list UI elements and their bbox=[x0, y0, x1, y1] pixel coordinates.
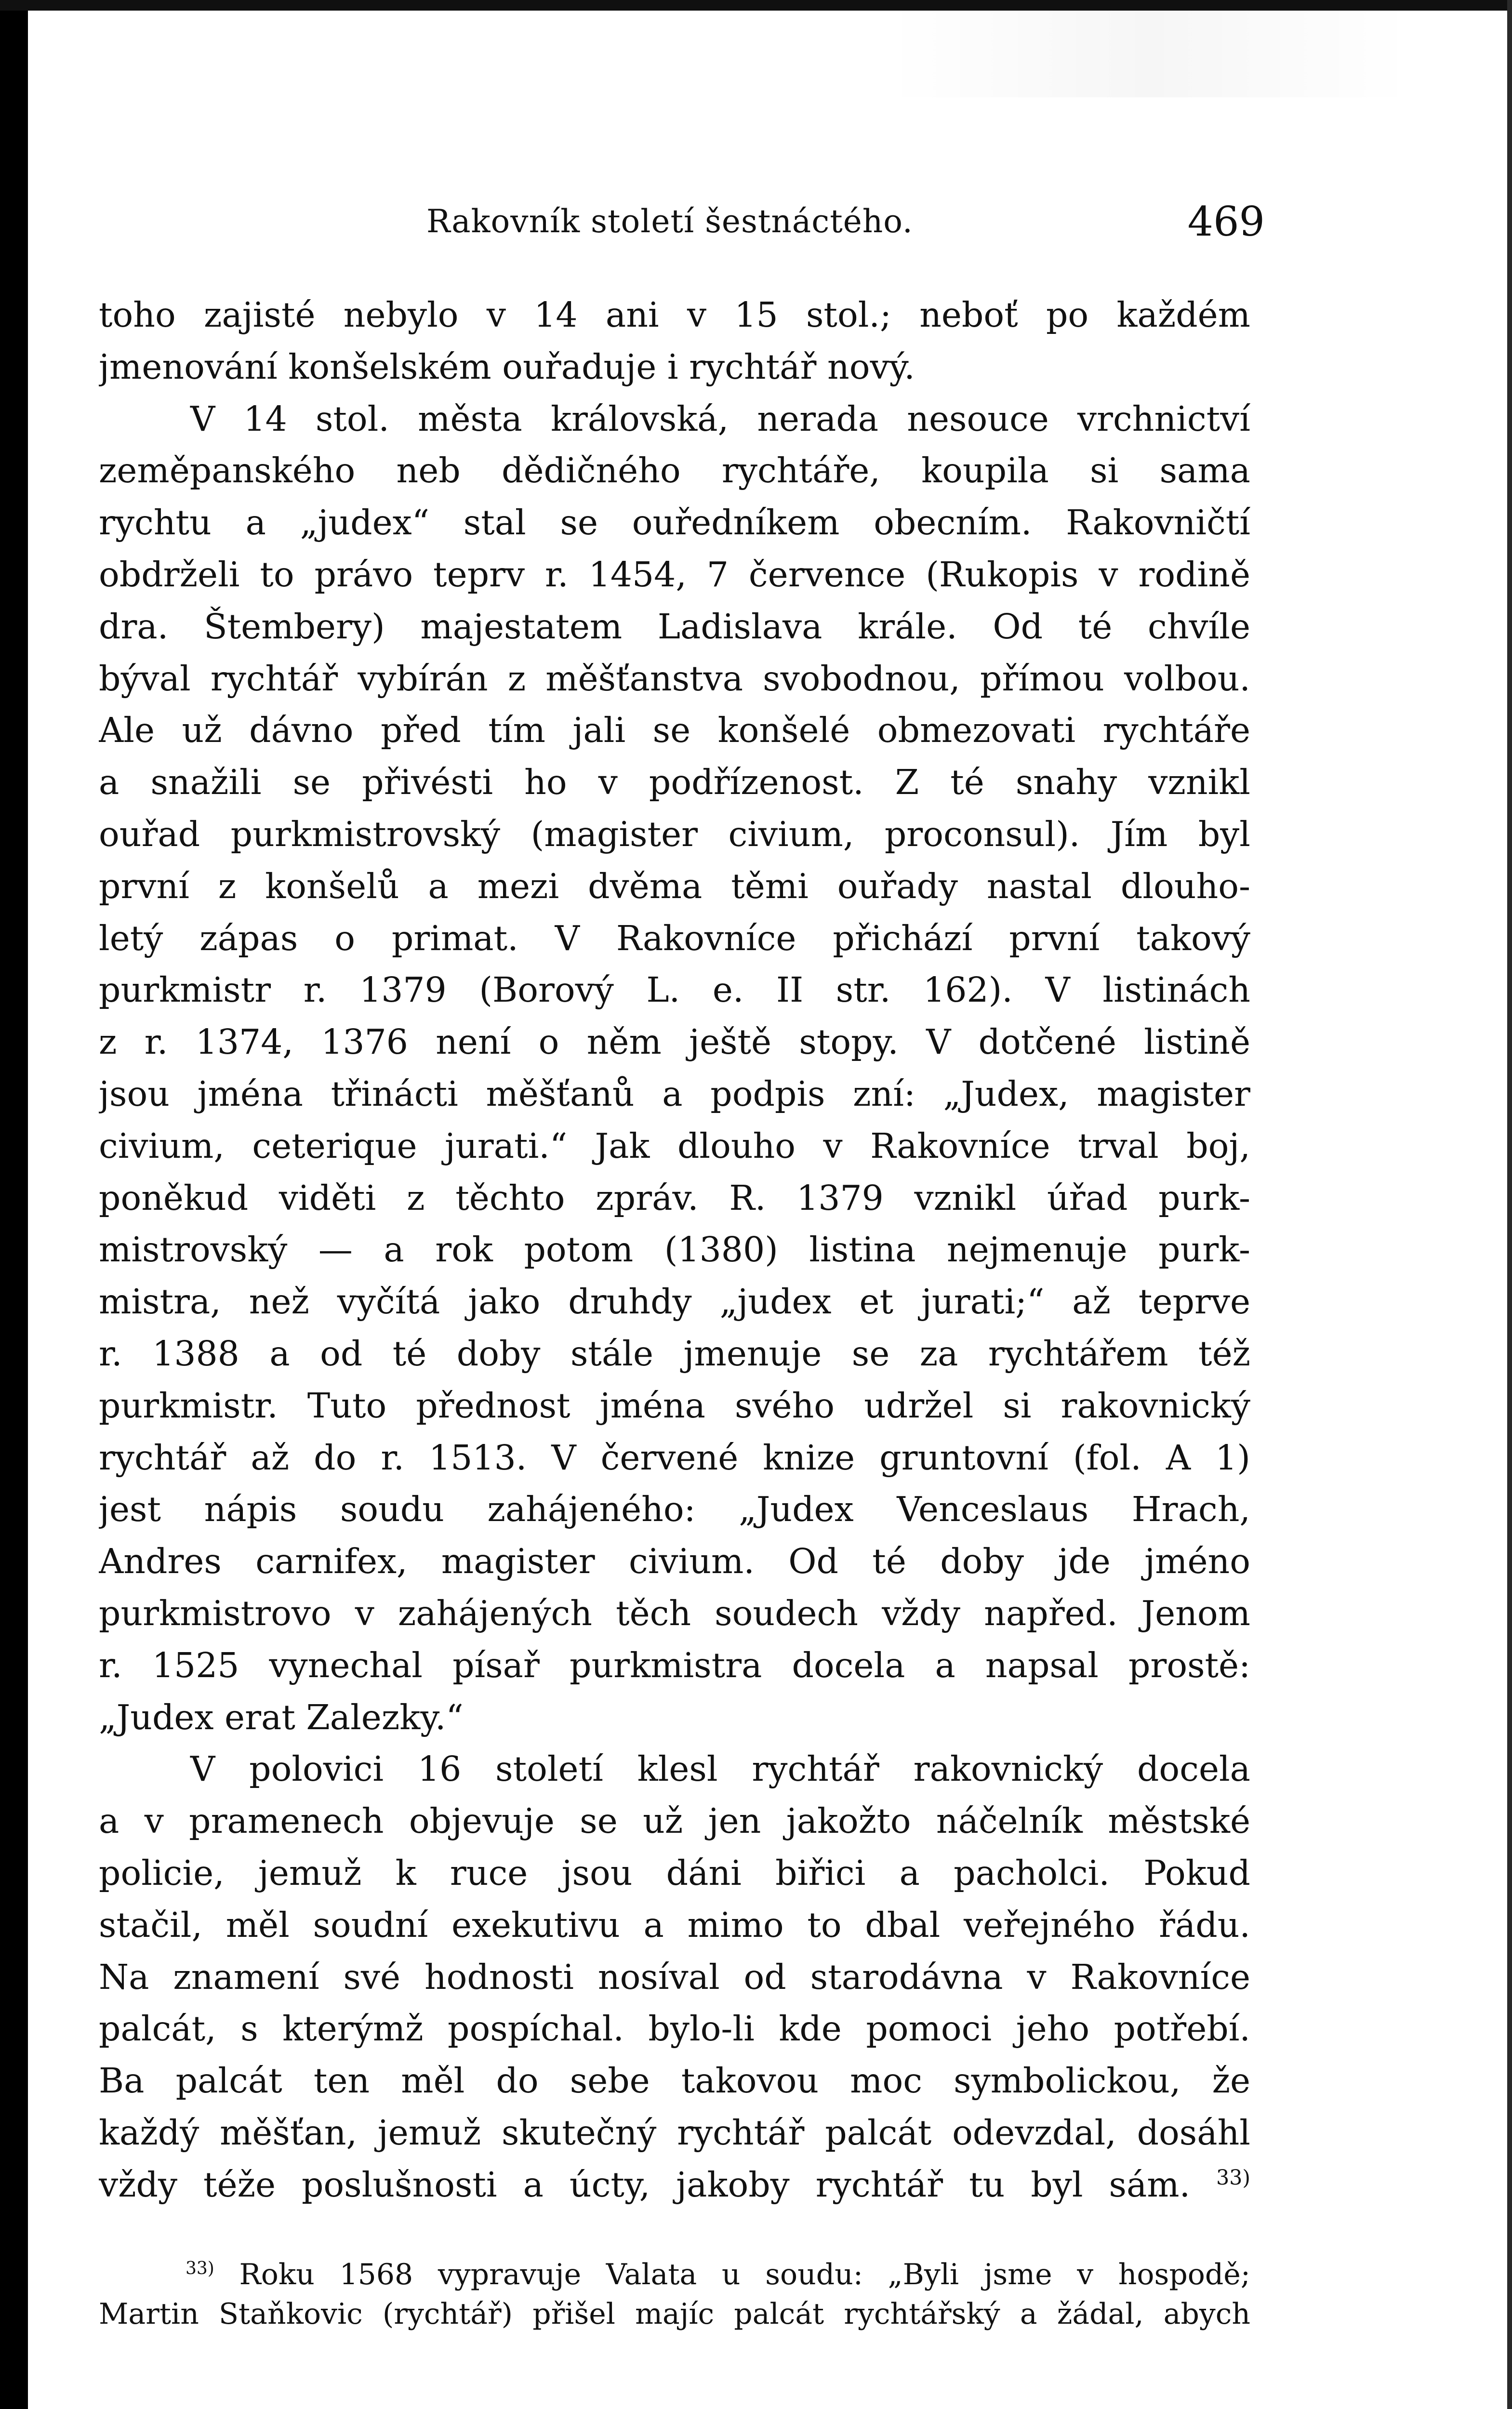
left-scan-border bbox=[0, 0, 28, 2409]
body-line: obdrželi to právo teprv r. 1454, 7 července (Rukopis v rodině bbox=[99, 554, 1250, 595]
body-line: Ale už dávno před tím jali se konšelé obmezovati rychtáře bbox=[99, 710, 1250, 751]
scan-shadow bbox=[887, 11, 1412, 97]
body-line: býval rychtář vybírán z měšťanstva svobodnou, přímou volbou. bbox=[99, 658, 1250, 699]
body-line: purkmistrovo v zahájených těch soudech vždy napřed. Jenom bbox=[99, 1593, 1250, 1633]
right-scan-border bbox=[1507, 0, 1512, 2409]
body-line: „Judex erat Zalezky.“ bbox=[99, 1697, 464, 1737]
main-body-text bbox=[99, 289, 1250, 2210]
body-line: zeměpanského neb dědičného rychtáře, koupila si sama bbox=[99, 450, 1250, 491]
body-line: mistra, než vyčítá jako druhdy „judex et jurati;“ až teprve bbox=[99, 1282, 1250, 1322]
body-line: Andres carnifex, magister civium. Od té doby jde jméno bbox=[99, 1541, 1250, 1582]
body-line: palcát, s kterýmž pospíchal. bylo-li kde pomoci jeho potřebí. bbox=[99, 2009, 1250, 2049]
body-line-text: vždy téže poslušnosti a úcty, jakoby rychtář tu byl sám. bbox=[99, 2164, 1191, 2205]
body-line: toho zajisté nebylo v 14 ani v 15 stol.; neboť po každém bbox=[99, 295, 1250, 335]
top-scan-border bbox=[0, 0, 1512, 11]
footnote bbox=[99, 2255, 1250, 2334]
body-line: rychtář až do r. 1513. V červené knize gruntovní (fol. A 1) bbox=[99, 1437, 1250, 1478]
running-header bbox=[99, 195, 1265, 248]
body-line: první z konšelů a mezi dvěma těmi ouřady nastal dlouho- bbox=[99, 866, 1250, 906]
body-line: dra. Štembery) majestatem Ladislava krále. Od té chvíle bbox=[99, 606, 1250, 647]
footnote-text: Roku 1568 vypravuje Valata u soudu: „Byli jsme v hospodě; bbox=[239, 2258, 1250, 2291]
body-line: r. 1388 a od té doby stále jmenuje se za rychtářem též bbox=[99, 1333, 1250, 1374]
body-line: policie, jemuž k ruce jsou dáni biřici a pacholci. Pokud bbox=[99, 1853, 1250, 1893]
body-line: letý zápas o primat. V Rakovníce přichází první takový bbox=[99, 918, 1250, 958]
footnote-reference: 33) bbox=[1216, 2166, 1250, 2190]
running-header-title: Rakovník století šestnáctého. bbox=[426, 203, 913, 240]
footnote-line bbox=[99, 2255, 1250, 2294]
body-line: a v pramenech objevuje se už jen jakožto náčelník městské bbox=[99, 1801, 1250, 1841]
body-line: jmenování konšelském ouřaduje i rychtář nový. bbox=[99, 346, 915, 387]
body-line: z r. 1374, 1376 není o něm ještě stopy. V dotčené listině bbox=[99, 1022, 1250, 1062]
page-number: 469 bbox=[1187, 198, 1265, 245]
body-line: Na znamení své hodnosti nosíval od starodávna v Rakovníce bbox=[99, 1957, 1250, 1997]
body-line: mistrovský — a rok potom (1380) listina nejmenuje purk- bbox=[99, 1230, 1250, 1270]
body-line: a snažili se přivésti ho v podřízenost. Z té snahy vznikl bbox=[99, 762, 1250, 803]
body-line: ouřad purkmistrovský (magister civium, proconsul). Jím byl bbox=[99, 814, 1250, 854]
body-line: jest nápis soudu zahájeného: „Judex Venceslaus Hrach, bbox=[99, 1489, 1250, 1530]
body-line: civium, ceterique jurati.“ Jak dlouho v Rakovníce trval boj, bbox=[99, 1125, 1250, 1166]
body-line-with-footnote-ref bbox=[99, 2159, 1250, 2211]
body-line: jsou jména třinácti měšťanů a podpis zní: „Judex, magister bbox=[99, 1073, 1250, 1114]
body-line: poněkud viděti z těchto zpráv. R. 1379 vznikl úřad purk- bbox=[99, 1178, 1250, 1218]
body-line: V polovici 16 století klesl rychtář rakovnický docela bbox=[190, 1749, 1250, 1789]
body-line: purkmistr r. 1379 (Borový L. e. II str. 162). V listinách bbox=[99, 970, 1250, 1010]
body-line: r. 1525 vynechal písař purkmistra docela a napsal prostě: bbox=[99, 1645, 1250, 1685]
footnote-marker: 33) bbox=[186, 2259, 214, 2278]
body-line: rychtu a „judex“ stal se ouředníkem obecním. Rakovničtí bbox=[99, 503, 1250, 543]
body-line: V 14 stol. města královská, nerada nesouce vrchnictví bbox=[190, 398, 1250, 439]
body-line: stačil, měl soudní exekutivu a mimo to dbal veřejného řádu. bbox=[99, 1905, 1250, 1945]
body-line: purkmistr. Tuto přednost jména svého udržel si rakovnický bbox=[99, 1385, 1250, 1426]
body-line: každý měšťan, jemuž skutečný rychtář palcát odevzdal, dosáhl bbox=[99, 2112, 1250, 2153]
body-line: Ba palcát ten měl do sebe takovou moc symbolickou, že bbox=[99, 2061, 1250, 2101]
footnote-line: Martin Staňkovic (rychtář) přišel majíc palcát rychtářský a žádal, abych bbox=[99, 2297, 1250, 2331]
